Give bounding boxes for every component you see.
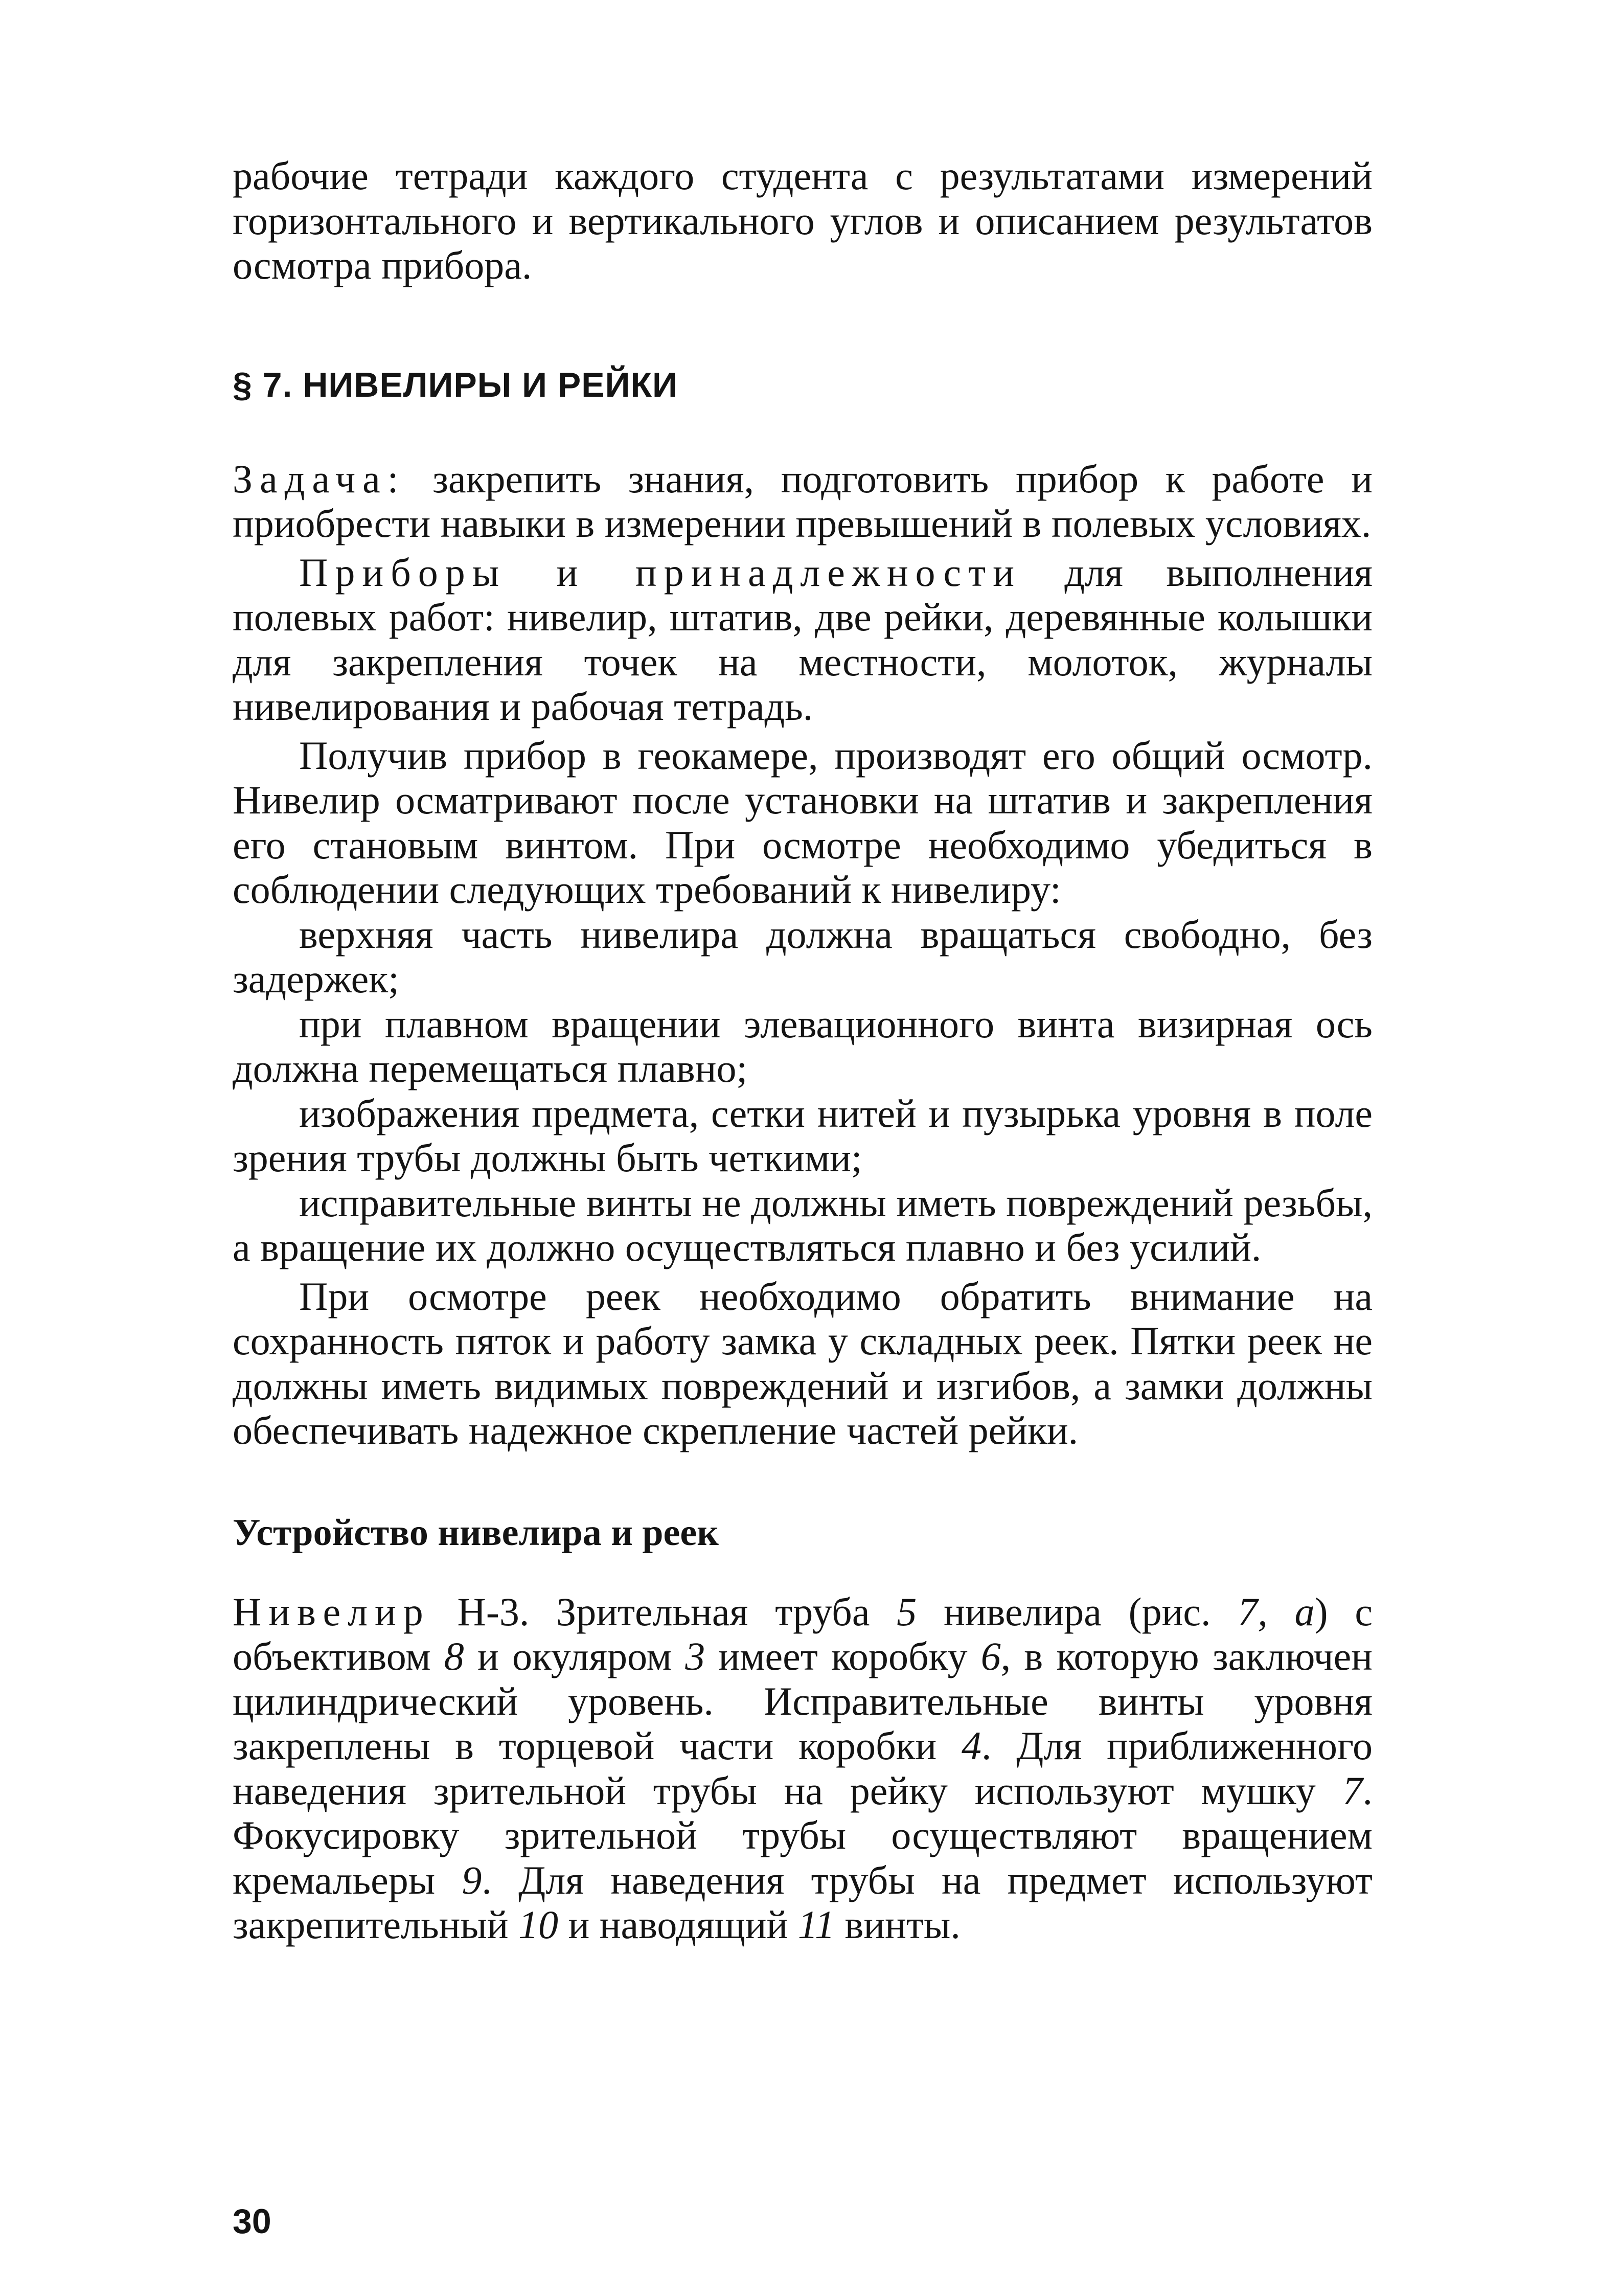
- level-text: и окуляром: [464, 1634, 686, 1678]
- level-text: . Для наведения трубы на предмет используют закрепительный: [233, 1857, 1373, 1947]
- tools-text: для выполнения полевых работ: нивелир, штатив, две рейки, деревянные колышки для закрепления точек на местности, молоток, журналы нивелирования и рабочая тетрадь.: [233, 550, 1373, 729]
- intro-paragraph: рабочие тетради каждого студента с результатами измерений горизонтального и вертикального углов и описанием результатов осмотра прибора.: [233, 153, 1373, 287]
- inspection-paragraph: Получив прибор в геокамере, производят его общий осмотр. Нивелир осматривают после установки на штатив и закрепления его становым винтом. При осмотре необходимо убедиться в соблюдении следующих требований к нивелиру:: [233, 733, 1373, 912]
- level-text: . Для приближенного наведения зрительной трубы на рейку используют мушку: [233, 1723, 1373, 1813]
- page-number: 30: [233, 2202, 271, 2241]
- task-text: закрепить знания, подготовить прибор к работе и приобрести навыки в измерении превышений в полевых условиях.: [233, 456, 1373, 545]
- figure-ref: 11: [797, 1902, 835, 1947]
- figure-ref: 7: [1342, 1768, 1363, 1813]
- tools-label: Приборы и принадлежности: [299, 550, 1021, 595]
- document-page: [233, 153, 1373, 1947]
- rods-paragraph: При осмотре реек необходимо обратить внимание на сохранность пяток и работу замка у складных реек. Пятки реек не должны иметь видимых повреждений и изгибов, а замки должны обеспечивать надежное скрепление частей рейки.: [233, 1274, 1373, 1452]
- level-text: и наводящий: [558, 1902, 798, 1947]
- figure-ref: 4: [962, 1723, 982, 1768]
- level-text: ) с объективом: [233, 1589, 1373, 1678]
- requirement-item: при плавном вращении элевационного винта визирная ось должна перемещаться плавно;: [233, 1001, 1373, 1090]
- level-text: Н-3. Зрительная труба: [430, 1589, 897, 1634]
- figure-ref: 8: [444, 1634, 464, 1678]
- task-paragraph: [233, 457, 1373, 546]
- level-text: . Фокусировку зрительной трубы осуществляют вращением кремальеры: [233, 1768, 1373, 1902]
- figure-ref: 5: [897, 1589, 917, 1634]
- level-text: винты.: [835, 1902, 961, 1947]
- section-title: § 7. НИВЕЛИРЫ И РЕЙКИ: [233, 365, 678, 404]
- level-paragraph: [233, 1589, 1373, 1947]
- level-text: , в которую заключен цилиндрический уровень. Исправительные винты уровня закреплены в торцевой части коробки: [233, 1634, 1373, 1768]
- subsection-title: Устройство нивелира и реек: [233, 1511, 719, 1554]
- figure-ref: 7, а: [1238, 1589, 1315, 1634]
- tools-paragraph: [233, 550, 1373, 729]
- requirement-item: исправительные винты не должны иметь повреждений резьбы, а вращение их должно осуществляться плавно и без усилий.: [233, 1180, 1373, 1269]
- requirement-item: изображения предмета, сетки нитей и пузырька уровня в поле зрения трубы должны быть четкими;: [233, 1090, 1373, 1180]
- figure-ref: 3: [685, 1634, 705, 1678]
- task-label: Задача:: [233, 456, 406, 501]
- level-label: Нивелир: [233, 1589, 430, 1634]
- level-text: имеет коробку: [705, 1634, 981, 1678]
- figure-ref: 9: [462, 1857, 482, 1902]
- requirement-item: верхняя часть нивелира должна вращаться свободно, без задержек;: [233, 912, 1373, 1001]
- figure-ref: 6: [980, 1634, 1001, 1678]
- figure-ref: 10: [518, 1902, 559, 1947]
- level-text: нивелира (рис.: [917, 1589, 1238, 1634]
